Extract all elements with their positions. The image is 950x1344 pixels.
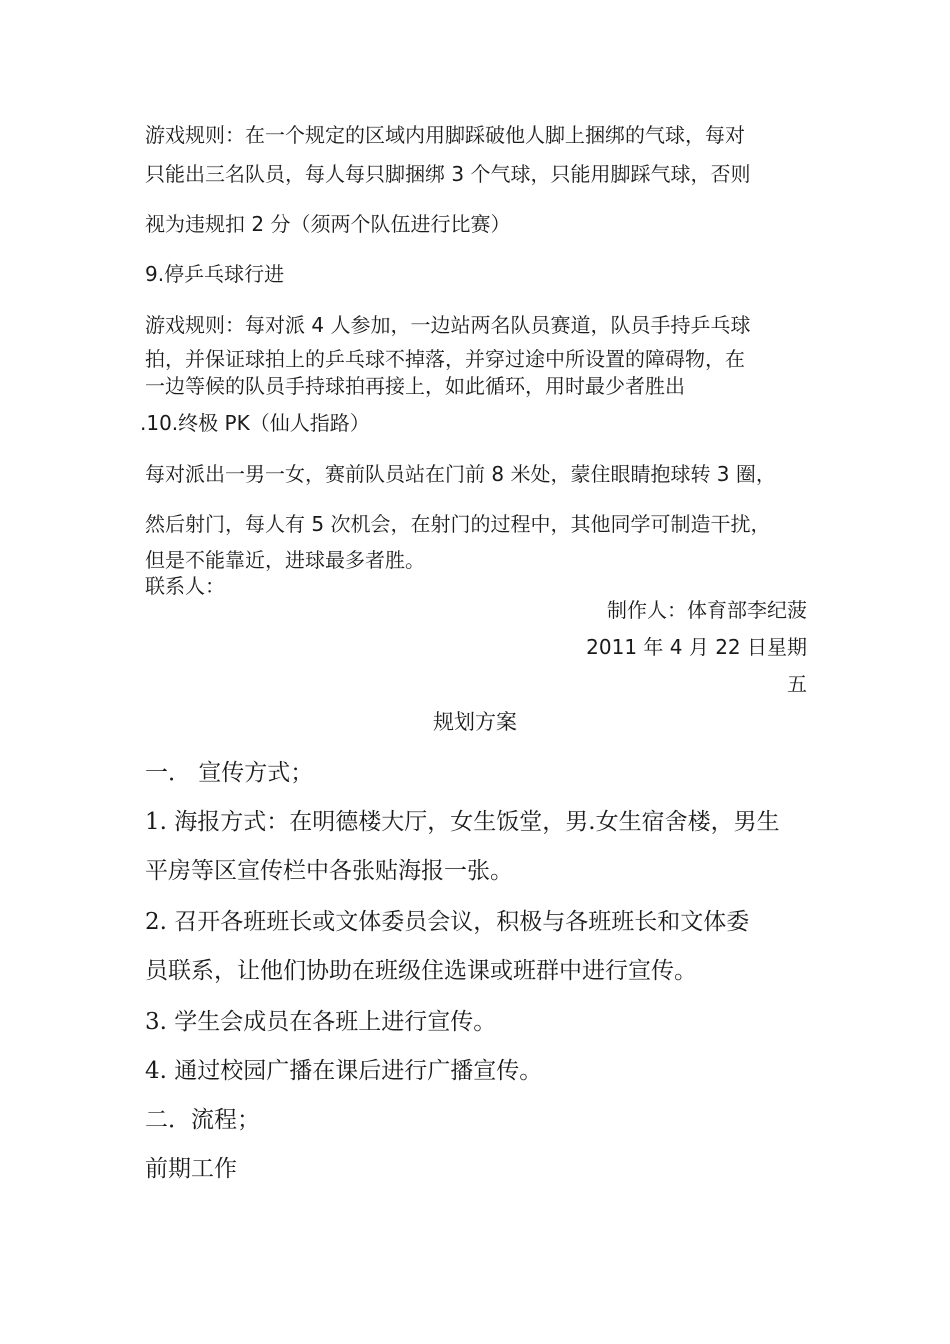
section1-heading: 一． 宣传方式； — [145, 760, 314, 786]
plan-p4: 4. 通过校园广播在课后进行广播宣传。 — [145, 1058, 543, 1084]
plan-p1-line2: 平房等区宣传栏中各张贴海报一张。 — [145, 858, 513, 884]
section2-heading: 二．流程； — [145, 1107, 260, 1133]
rule10-line1: 每对派出一男一女，赛前队员站在门前 8 米处，蒙住眼睛抱球转 3 圈， — [145, 462, 776, 486]
rule9-line2: 拍，并保证球拍上的乒乓球不掉落，并穿过途中所设置的障碍物，在 — [145, 347, 745, 371]
item10-title: .10.终极 PK（仙人指路） — [140, 411, 370, 435]
plan-p3: 3. 学生会成员在各班上进行宣传。 — [145, 1009, 497, 1035]
rule8-line2: 只能出三名队员，每人每只脚捆绑 3 个气球，只能用脚踩气球，否则 — [145, 162, 751, 186]
plan-p2-line1: 2. 召开各班班长或文体委员会议，积极与各班班长和文体委 — [145, 909, 750, 935]
rule9-line1: 游戏规则：每对派 4 人参加，一边站两名队员赛道，队员手持乒乓球 — [145, 313, 751, 337]
rule9-line3: 一边等候的队员手持球拍再接上，如此循环，用时最少者胜出 — [145, 374, 685, 398]
plan-p1-line1: 1. 海报方式：在明德楼大厅，女生饭堂，男.女生宿舍楼，男生 — [145, 809, 780, 835]
date-line1: 2011 年 4 月 22 日星期 — [586, 635, 807, 659]
rule8-line1: 游戏规则：在一个规定的区域内用脚踩破他人脚上捆绑的气球，每对 — [145, 123, 745, 147]
date-line2: 五 — [787, 672, 807, 696]
rule10-line3: 但是不能靠近，进球最多者胜。 — [145, 548, 425, 572]
plan-p2-line2: 员联系，让他们协助在班级住选课或班群中进行宣传。 — [145, 958, 697, 984]
item9-title: 9.停乒乓球行进 — [145, 262, 285, 286]
early-work-heading: 前期工作 — [145, 1156, 237, 1182]
contact-label: 联系人： — [145, 574, 225, 598]
maker-signature: 制作人：体育部李纪菠 — [607, 598, 807, 622]
rule10-line2: 然后射门，每人有 5 次机会，在射门的过程中，其他同学可制造干扰， — [145, 512, 771, 536]
rule8-line3: 视为违规扣 2 分（须两个队伍进行比赛） — [145, 212, 511, 236]
plan-title: 规划方案 — [433, 710, 517, 734]
